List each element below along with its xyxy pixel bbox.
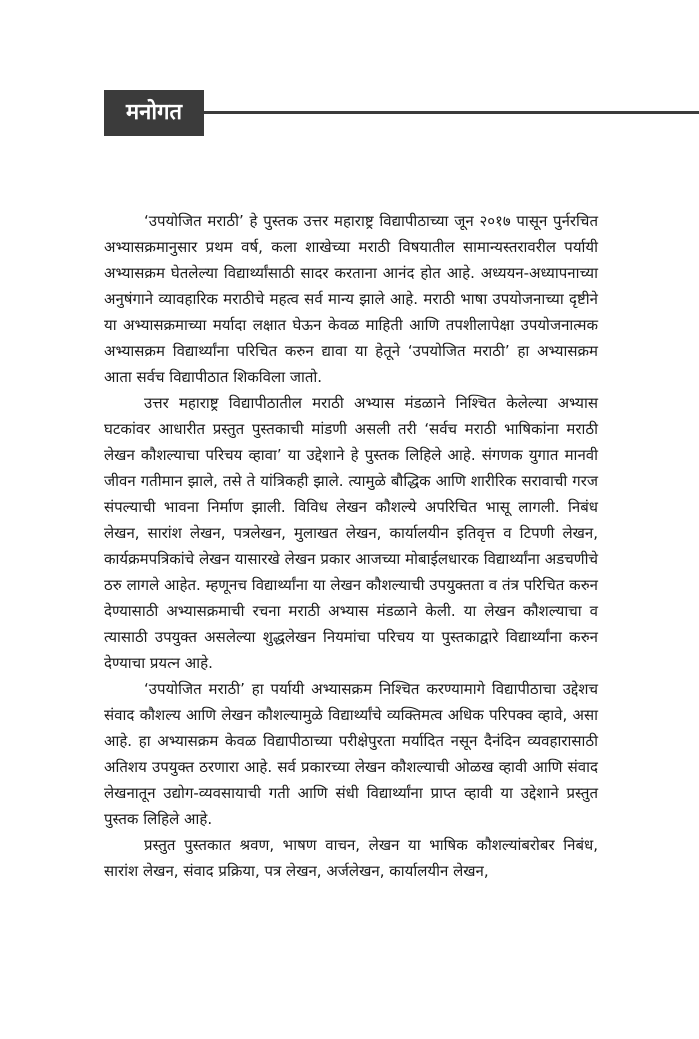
paragraph-3: ‘उपयोजित मराठी’ हा पर्यायी अभ्यासक्रम निश्चित करण्यामागे विद्यापीठाचा उद्देशच संवाद कौशल्य आणि लेखन कौशल्यामुळे विद्यार्थ्यांचे व्यक्तिमत्व अधिक परिपक्व व्हावे, असा आहे. हा अभ्यासक्रम केवळ विद्यापीठाच्या परीक्षेपुरता मर्यादित नसून दैनंदिन व्यवहारासाठी अतिशय उपयुक्त ठरणारा आहे. सर्व प्रकारच्या लेखन कौशल्याची ओळख व्हावी आणि संवाद लेखनातून उद्योग-व्यवसायाची गती आणि संधी विद्यार्थ्यांना प्राप्त व्हावी या उद्देशाने प्रस्तुत पुस्तक लिहिले आहे. <box>104 680 598 828</box>
paragraph-2: उत्तर महाराष्ट्र विद्यापीठातील मराठी अभ्यास मंडळाने निश्चित केलेल्या अभ्यास घटकांवर आधारीत प्रस्तुत पुस्तकाची मांडणी असली तरी ‘सर्वच मराठी भाषिकांना मराठी लेखन कौशल्याचा परिचय व्हावा’ या उद्देशाने हे पुस्तक लिहिले आहे. संगणक युगात मानवी जीवन गतीमान झाले, तसे ते यांत्रिकही झाले. त्यामुळे बौद्धिक आणि शारीरिक सरावाची गरज संपल्याची भावना निर्माण झाली. विविध लेखन कौशल्ये अपरिचित भासू लागली. निबंध लेखन, सारांश लेखन, पत्रलेखन, मुलाखत लेखन, कार्यालयीन इतिवृत्त व टिपणी लेखन, कार्यक्रमपत्रिकांचे लेखन यासारखे लेखन प्रकार आजच्या मोबाईलधारक विद्यार्थ्यांना अडचणीचे ठरु लागले आहेत. म्हणूनच विद्यार्थ्यांना या लेखन कौशल्याची उपयुक्तता व तंत्र परिचित करुन देण्यासाठी अभ्यासक्रमाची रचना मराठी अभ्यास मंडळाने केली. या लेखन कौशल्याचा व त्यासाठी उपयुक्त असलेल्या शुद्धलेखन नियमांचा परिचय या पुस्तकाद्वारे विद्यार्थ्यांना करुन देण्याचा प्रयत्न आहे. <box>104 394 598 672</box>
paragraph-1: ‘उपयोजित मराठी’ हे पुस्तक उत्तर महाराष्ट्र विद्यापीठाच्या जून २०१७ पासून पुर्नरचित अभ्यासक्रमानुसार प्रथम वर्ष, कला शाखेच्या मराठी विषयातील सामान्यस्तरावरील पर्यायी अभ्यासक्रम घेतलेल्या विद्यार्थ्यांसाठी सादर करताना आनंद होत आहे. अध्ययन-अध्यापनाच्या अनुषंगाने व्यावहारिक मराठीचे महत्व सर्व मान्य झाले आहे. मराठी भाषा उपयोजनाच्या दृष्टीने या अभ्यासक्रमाच्या मर्यादा लक्षात घेऊन केवळ माहिती आणि तपशीलापेक्षा उपयोजनात्मक अभ्यासक्रम विद्यार्थ्यांना परिचित करुन द्यावा या हेतूने ‘उपयोजित मराठी’ हा अभ्यासक्रम आता सर्वच विद्यापीठात शिकविला जातो. <box>104 212 598 386</box>
paragraph-4: प्रस्तुत पुस्तकात श्रवण, भाषण वाचन, लेखन या भाषिक कौशल्यांबरोबर निबंध, सारांश लेखन, संवाद प्रक्रिया, पत्र लेखन, अर्जलेखन, कार्यालयीन लेखन, <box>104 836 598 880</box>
heading-rule <box>204 111 699 114</box>
section-heading: मनोगत <box>104 90 204 136</box>
body-text <box>104 208 598 884</box>
